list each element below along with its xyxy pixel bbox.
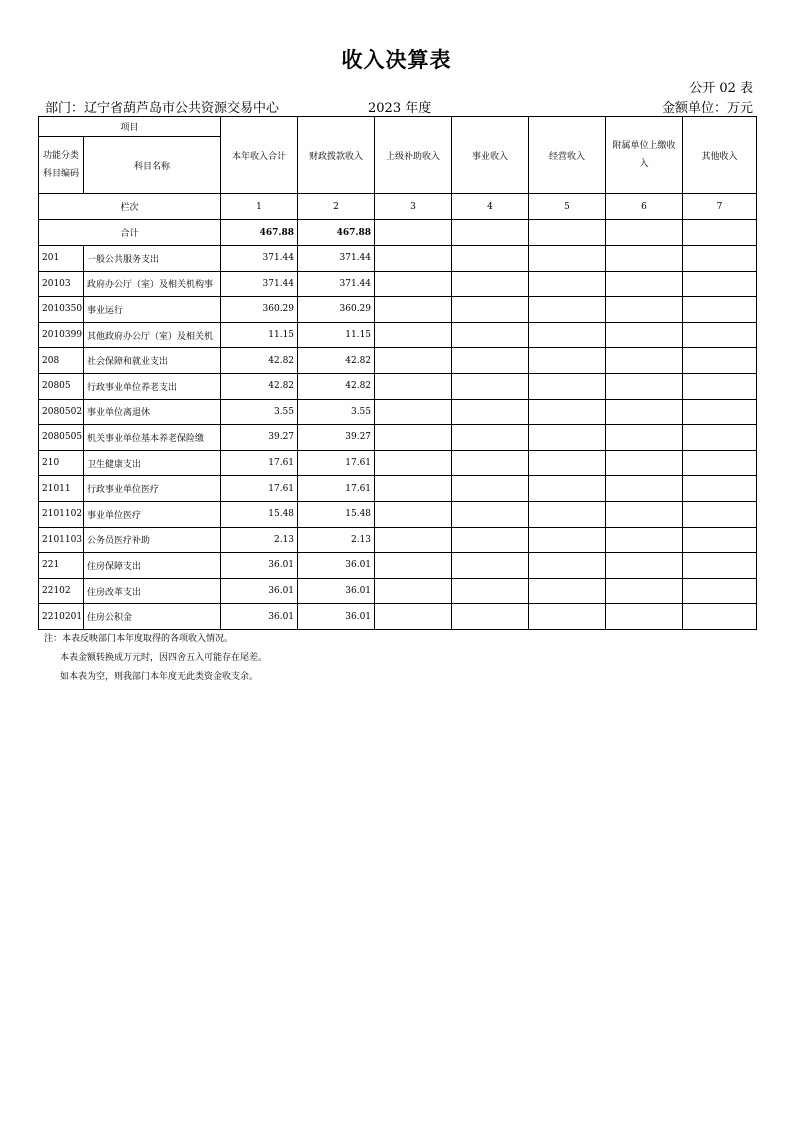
- empty-cell: [606, 322, 683, 348]
- name-cell: 卫生健康支出: [84, 450, 221, 476]
- empty-cell: [375, 271, 452, 297]
- empty-cell: [606, 553, 683, 579]
- total-cell: 360.29: [221, 297, 298, 323]
- empty-cell: [452, 246, 529, 272]
- empty-cell: [606, 450, 683, 476]
- empty-cell: [529, 297, 606, 323]
- empty-cell: [606, 246, 683, 272]
- empty-cell: [683, 322, 757, 348]
- fiscal-cell: 360.29: [298, 297, 375, 323]
- empty-cell: [683, 297, 757, 323]
- empty-cell: [606, 527, 683, 553]
- table-row: [39, 373, 757, 399]
- table-row: [39, 271, 757, 297]
- empty-cell: [529, 348, 606, 374]
- total-cell: 42.82: [221, 348, 298, 374]
- fiscal-cell: 42.82: [298, 348, 375, 374]
- empty-cell: [452, 604, 529, 630]
- empty-cell: [529, 553, 606, 579]
- code-cell: 2210201: [39, 604, 84, 630]
- empty-cell: [683, 246, 757, 272]
- code-cell: 210: [39, 450, 84, 476]
- code-cell: 208: [39, 348, 84, 374]
- column-index: 4: [452, 194, 529, 220]
- total-fiscal: 467.88: [298, 220, 375, 246]
- total-label: 合计: [39, 220, 221, 246]
- empty-cell: [683, 527, 757, 553]
- data-rows: [39, 246, 757, 630]
- column-index: 1: [221, 194, 298, 220]
- name-cell: 政府办公厅（室）及相关机构事: [84, 271, 221, 297]
- empty-cell: [375, 578, 452, 604]
- empty-cell: [529, 450, 606, 476]
- empty-cell: [452, 476, 529, 502]
- name-cell: 住房公积金: [84, 604, 221, 630]
- empty-cell: [683, 271, 757, 297]
- fiscal-cell: 36.01: [298, 578, 375, 604]
- header-col-subsidiary: 附属单位上缴收入: [606, 117, 683, 194]
- code-cell: 201: [39, 246, 84, 272]
- total-cell: 36.01: [221, 578, 298, 604]
- empty-cell: [375, 553, 452, 579]
- empty-cell: [683, 476, 757, 502]
- code-cell: 2080502: [39, 399, 84, 425]
- code-cell: 22102: [39, 578, 84, 604]
- empty-cell: [452, 450, 529, 476]
- fiscal-cell: 36.01: [298, 604, 375, 630]
- total-cell: 17.61: [221, 450, 298, 476]
- fiscal-cell: 371.44: [298, 246, 375, 272]
- table-row: [39, 501, 757, 527]
- empty-cell: [452, 322, 529, 348]
- empty-cell: [606, 501, 683, 527]
- fiscal-cell: 36.01: [298, 553, 375, 579]
- empty-cell: [375, 501, 452, 527]
- fiscal-cell: 15.48: [298, 501, 375, 527]
- empty-cell: [683, 450, 757, 476]
- name-cell: 事业运行: [84, 297, 221, 323]
- empty-cell: [375, 297, 452, 323]
- empty-cell: [375, 604, 452, 630]
- column-index: 6: [606, 194, 683, 220]
- empty-cell: [375, 425, 452, 451]
- empty-cell: [452, 297, 529, 323]
- header-col-business: 事业收入: [452, 117, 529, 194]
- table-row: [39, 297, 757, 323]
- empty-cell: [606, 399, 683, 425]
- empty-cell: [452, 527, 529, 553]
- table-row: [39, 399, 757, 425]
- name-cell: 事业单位离退休: [84, 399, 221, 425]
- empty-cell: [683, 578, 757, 604]
- name-cell: 其他政府办公厅（室）及相关机: [84, 322, 221, 348]
- empty-cell: [529, 604, 606, 630]
- empty-cell: [606, 348, 683, 374]
- table-row: [39, 450, 757, 476]
- empty-cell: [452, 399, 529, 425]
- form-number: 公开 02 表: [689, 81, 753, 96]
- header-col-other: 其他收入: [683, 117, 757, 194]
- header-item: 项目: [39, 117, 221, 137]
- total-cell: 15.48: [221, 501, 298, 527]
- table-row: [39, 553, 757, 579]
- total-cell: 39.27: [221, 425, 298, 451]
- code-cell: 221: [39, 553, 84, 579]
- empty-cell: [452, 425, 529, 451]
- fiscal-cell: 2.13: [298, 527, 375, 553]
- header-row-item: [39, 117, 757, 137]
- empty-cell: [529, 501, 606, 527]
- amount-unit: 金额单位：万元: [661, 101, 753, 116]
- header-col-fiscal: 财政拨款收入: [298, 117, 375, 194]
- empty-cell: [375, 476, 452, 502]
- total-cell: 42.82: [221, 373, 298, 399]
- header-code: 功能分类科目编码: [39, 137, 84, 194]
- empty-cell: [683, 373, 757, 399]
- empty-cell: [606, 297, 683, 323]
- note-line: 如本表为空，则我部门本年度无此类资金收支余。: [60, 672, 259, 682]
- empty-cell: [606, 604, 683, 630]
- code-cell: 2101103: [39, 527, 84, 553]
- header-col-operating: 经营收入: [529, 117, 606, 194]
- empty-cell: [683, 604, 757, 630]
- code-cell: 2080505: [39, 425, 84, 451]
- empty-cell: [375, 348, 452, 374]
- empty-cell: [529, 399, 606, 425]
- column-index: 7: [683, 194, 757, 220]
- empty-cell: [452, 578, 529, 604]
- total-cell: 36.01: [221, 604, 298, 630]
- fiscal-cell: 17.61: [298, 450, 375, 476]
- empty-cell: [375, 399, 452, 425]
- notes: [44, 630, 267, 687]
- total-income: 467.88: [221, 220, 298, 246]
- fiscal-year: 2023 年度: [368, 101, 432, 116]
- fiscal-cell: 3.55: [298, 399, 375, 425]
- empty-cell: [683, 348, 757, 374]
- table-row: [39, 348, 757, 374]
- fiscal-cell: 39.27: [298, 425, 375, 451]
- table-row: [39, 476, 757, 502]
- header-col-total: 本年收入合计: [221, 117, 298, 194]
- empty-cell: [529, 578, 606, 604]
- code-cell: 2101102: [39, 501, 84, 527]
- column-index: 3: [375, 194, 452, 220]
- name-cell: 住房保障支出: [84, 553, 221, 579]
- empty-cell: [606, 578, 683, 604]
- total-cell: 36.01: [221, 553, 298, 579]
- name-cell: 机关事业单位基本养老保险缴: [84, 425, 221, 451]
- name-cell: 行政事业单位医疗: [84, 476, 221, 502]
- fiscal-cell: 17.61: [298, 476, 375, 502]
- code-cell: 20805: [39, 373, 84, 399]
- column-index: 5: [529, 194, 606, 220]
- empty-cell: [452, 553, 529, 579]
- income-table: [38, 116, 757, 630]
- column-index-label: 栏次: [39, 194, 221, 220]
- note-line: 本表金额转换成万元时，因四舍五入可能存在尾差。: [60, 653, 268, 663]
- total-cell: 2.13: [221, 527, 298, 553]
- code-cell: 20103: [39, 271, 84, 297]
- empty-cell: [375, 246, 452, 272]
- table-row: [39, 527, 757, 553]
- fiscal-cell: 42.82: [298, 373, 375, 399]
- column-index-row: [39, 194, 757, 220]
- empty-cell: [529, 425, 606, 451]
- empty-cell: [606, 476, 683, 502]
- fiscal-cell: 371.44: [298, 271, 375, 297]
- empty-cell: [683, 425, 757, 451]
- name-cell: 社会保障和就业支出: [84, 348, 221, 374]
- note-line: 注：本表反映部门本年度取得的各项收入情况。: [44, 634, 234, 644]
- code-cell: 21011: [39, 476, 84, 502]
- empty-cell: [529, 246, 606, 272]
- empty-cell: [529, 476, 606, 502]
- table-row: [39, 578, 757, 604]
- page-title: 收入决算表: [341, 48, 452, 72]
- table-row: [39, 425, 757, 451]
- empty-cell: [452, 271, 529, 297]
- empty-cell: [529, 322, 606, 348]
- total-cell: 17.61: [221, 476, 298, 502]
- empty-cell: [452, 373, 529, 399]
- empty-cell: [606, 425, 683, 451]
- table-row: [39, 246, 757, 272]
- total-row: [39, 220, 757, 246]
- empty-cell: [452, 501, 529, 527]
- name-cell: 事业单位医疗: [84, 501, 221, 527]
- empty-cell: [683, 553, 757, 579]
- empty-cell: [606, 373, 683, 399]
- fiscal-cell: 11.15: [298, 322, 375, 348]
- name-cell: 行政事业单位养老支出: [84, 373, 221, 399]
- empty-cell: [375, 373, 452, 399]
- total-cell: 371.44: [221, 246, 298, 272]
- empty-cell: [375, 450, 452, 476]
- empty-cell: [529, 373, 606, 399]
- total-cell: 11.15: [221, 322, 298, 348]
- empty-cell: [375, 322, 452, 348]
- empty-cell: [452, 348, 529, 374]
- name-cell: 公务员医疗补助: [84, 527, 221, 553]
- empty-cell: [529, 527, 606, 553]
- total-cell: 371.44: [221, 271, 298, 297]
- table-row: [39, 604, 757, 630]
- total-cell: 3.55: [221, 399, 298, 425]
- empty-cell: [375, 527, 452, 553]
- column-index: 2: [298, 194, 375, 220]
- name-cell: 住房改革支出: [84, 578, 221, 604]
- name-cell: 一般公共服务支出: [84, 246, 221, 272]
- empty-cell: [683, 501, 757, 527]
- code-cell: 2010350: [39, 297, 84, 323]
- empty-cell: [529, 271, 606, 297]
- empty-cell: [683, 399, 757, 425]
- code-cell: 2010399: [39, 322, 84, 348]
- table-row: [39, 322, 757, 348]
- empty-cell: [606, 271, 683, 297]
- header-col-superior: 上级补助收入: [375, 117, 452, 194]
- header-name: 科目名称: [84, 137, 221, 194]
- department-label: 部门：辽宁省葫芦岛市公共资源交易中心: [45, 101, 280, 116]
